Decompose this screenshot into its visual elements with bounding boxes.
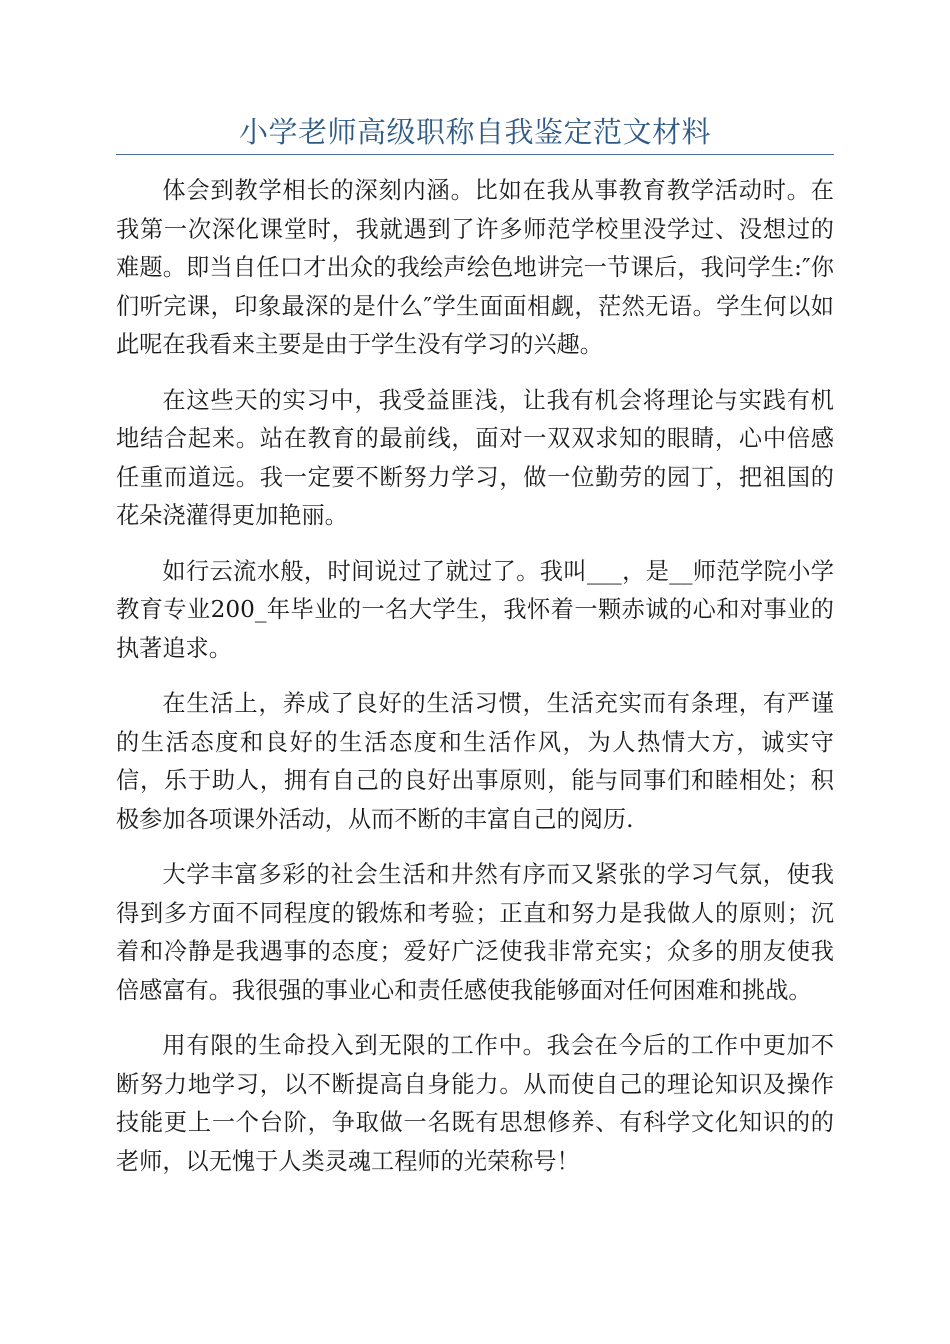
paragraph-5: 大学丰富多彩的社会生活和井然有序而又紧张的学习气氛，使我得到多方面不同程度的锻炼和考验；正直和努力是我做人的原则；沉着和冷静是我遇事的态度；爱好广泛使我非常充实；众多的朋友使我倍感富有。我很强的事业心和责任感使我能够面对任何困难和挑战。 bbox=[116, 861, 834, 1004]
document-title: 小学老师高级职称自我鉴定范文材料 bbox=[238, 115, 711, 149]
paragraph-2: 在这些天的实习中，我受益匪浅，让我有机会将理论与实践有机地结合起来。站在教育的最前线，面对一双双求知的眼睛，心中倍感任重而道远。我一定要不断努力学习，做一位勤劳的园丁，把祖国的花朵浇灌得更加艳丽。 bbox=[116, 386, 834, 529]
paragraph-3: 如行云流水般，时间说过了就过了。我叫___，是__师范学院小学教育专业200_年毕业的一名大学生，我怀着一颗赤诚的心和对事业的执著追求。 bbox=[116, 557, 834, 662]
paragraph-1: 体会到教学相长的深刻内涵。比如在我从事教育教学活动时。在我第一次深化课堂时，我就遇到了许多师范学校里没学过、没想过的难题。即当自任口才出众的我绘声绘色地讲完一节课后，我问学生:″你们听完课，印象最深的是什么″学生面面相觑，茫然无语。学生何以如此呢在我看来主要是由于学生没有学习的兴趣。 bbox=[116, 177, 834, 358]
document-body bbox=[116, 172, 834, 1198]
paragraph-4: 在生活上，养成了良好的生活习惯，生活充实而有条理，有严谨的生活态度和良好的生活态度和生活作风，为人热情大方，诚实守信，乐于助人，拥有自己的良好出事原则，能与同事们和睦相处；积极参加各项课外活动，从而不断的丰富自己的阅历. bbox=[116, 690, 834, 833]
title-underline bbox=[116, 154, 834, 155]
paragraph-6: 用有限的生命投入到无限的工作中。我会在今后的工作中更加不断努力地学习，以不断提高自身能力。从而使自己的理论知识及操作技能更上一个台阶，争取做一名既有思想修养、有科学文化知识的的老师，以无愧于人类灵魂工程师的光荣称号！ bbox=[116, 1032, 834, 1175]
